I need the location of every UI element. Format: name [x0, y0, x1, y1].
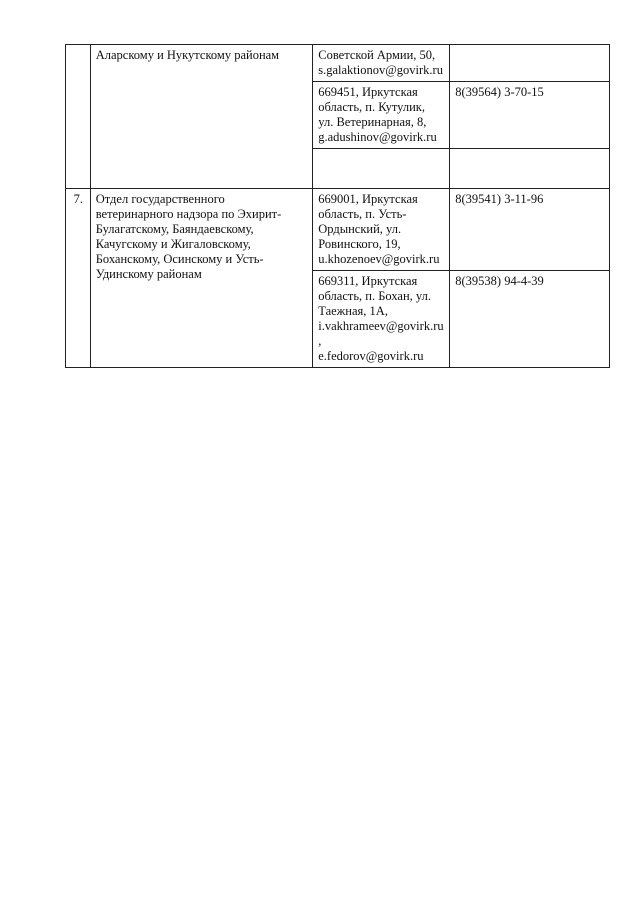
table-row — [66, 189, 610, 271]
address-line: 669001, Иркутская — [318, 192, 418, 206]
email-text: e.fedorov@govirk.ru — [318, 349, 424, 363]
address-cell — [313, 271, 450, 368]
department-line: ветеринарного надзора по Эхирит- — [95, 207, 282, 221]
address-cell — [313, 45, 450, 82]
email-text: u.khozenoev@govirk.ru — [318, 252, 440, 266]
address-line: Советской Армии, 50, — [318, 48, 436, 62]
phone-cell-empty — [450, 149, 610, 189]
phone-cell: 8(39541) 3-11-96 — [450, 189, 610, 271]
row-number-cell: 7. — [66, 189, 91, 368]
email-text: i.vakhrameev@govirk.ru — [318, 319, 444, 333]
email-text: s.galaktionov@govirk.ru — [318, 63, 443, 77]
table-row — [66, 45, 610, 82]
department-cell — [90, 189, 313, 368]
department-line: Отдел государственного — [95, 192, 225, 206]
department-line: Удинскому районам — [95, 267, 202, 281]
address-line: ул. Ветеринарная, 8, — [318, 115, 427, 129]
department-line: Аларскому и Нукутскому районам — [95, 48, 280, 62]
department-line: Булагатскому, Баяндаевскому, — [95, 222, 254, 236]
address-line: 669451, Иркутская — [318, 85, 418, 99]
address-line: Ордынский, ул. — [318, 222, 402, 236]
phone-cell: 8(39564) 3-70-15 — [450, 82, 610, 149]
phone-cell — [450, 45, 610, 82]
address-cell — [313, 82, 450, 149]
address-line: 669311, Иркутская — [318, 274, 418, 288]
phone-cell: 8(39538) 94-4-39 — [450, 271, 610, 368]
department-cell — [90, 45, 313, 189]
address-line: область, п. Усть- — [318, 207, 407, 221]
address-line: область, п. Кутулик, — [318, 100, 426, 114]
address-line: Ровинского, 19, — [318, 237, 401, 251]
email-text: g.adushinov@govirk.ru — [318, 130, 437, 144]
address-cell-empty — [313, 149, 450, 189]
veterinary-offices-table — [65, 44, 610, 368]
address-line: область, п. Бохан, ул. — [318, 289, 431, 303]
address-line: Таежная, 1А, — [318, 304, 388, 318]
row-number-cell — [66, 45, 91, 189]
separator-text: , — [318, 334, 322, 348]
department-line: Качугскому и Жигаловскому, — [95, 237, 251, 251]
address-cell — [313, 189, 450, 271]
department-line: Боханскому, Осинскому и Усть- — [95, 252, 264, 266]
